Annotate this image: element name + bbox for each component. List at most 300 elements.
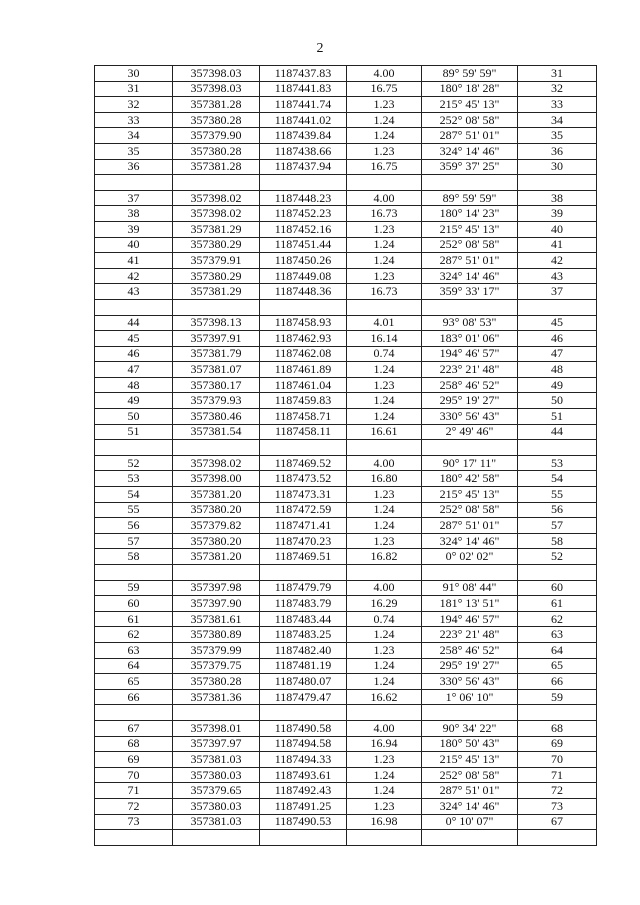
next-point-cell: 40 xyxy=(518,221,597,237)
x-coordinate-cell xyxy=(173,565,260,581)
distance-cell: 1.24 xyxy=(347,502,422,518)
point-number-cell: 72 xyxy=(95,798,173,814)
next-point-cell: 49 xyxy=(518,377,597,393)
table-row xyxy=(95,97,597,113)
table-row xyxy=(95,409,597,425)
next-point-cell: 68 xyxy=(518,720,597,736)
next-point-cell: 43 xyxy=(518,268,597,284)
bearing-cell: 183° 01' 06" xyxy=(422,331,518,347)
distance-cell: 1.24 xyxy=(347,409,422,425)
next-point-cell: 31 xyxy=(518,66,597,82)
table-row xyxy=(95,720,597,736)
distance-cell: 16.94 xyxy=(347,736,422,752)
point-number-cell: 42 xyxy=(95,268,173,284)
bearing-cell: 359° 33' 17" xyxy=(422,284,518,300)
distance-cell: 16.73 xyxy=(347,206,422,222)
distance-cell: 4.00 xyxy=(347,66,422,82)
x-coordinate-cell xyxy=(173,440,260,456)
distance-cell: 1.24 xyxy=(347,253,422,269)
bearing-cell: 180° 18' 28" xyxy=(422,81,518,97)
x-coordinate-cell xyxy=(173,175,260,191)
next-point-cell: 58 xyxy=(518,533,597,549)
next-point-cell: 50 xyxy=(518,393,597,409)
point-number-cell: 49 xyxy=(95,393,173,409)
distance-cell: 1.24 xyxy=(347,237,422,253)
distance-cell: 16.73 xyxy=(347,284,422,300)
distance-cell: 16.82 xyxy=(347,549,422,565)
table-row xyxy=(95,66,597,82)
next-point-cell: 71 xyxy=(518,767,597,783)
point-number-cell xyxy=(95,830,173,846)
bearing-cell: 215° 45' 13" xyxy=(422,752,518,768)
y-coordinate-cell: 1187494.58 xyxy=(260,736,347,752)
table-row xyxy=(95,580,597,596)
y-coordinate-cell xyxy=(260,705,347,721)
next-point-cell: 64 xyxy=(518,642,597,658)
bearing-cell: 258° 46' 52" xyxy=(422,642,518,658)
y-coordinate-cell xyxy=(260,175,347,191)
next-point-cell xyxy=(518,830,597,846)
table-row xyxy=(95,159,597,175)
distance-cell: 16.80 xyxy=(347,471,422,487)
spacer-row xyxy=(95,299,597,315)
x-coordinate-cell: 357380.03 xyxy=(173,767,260,783)
table-row xyxy=(95,487,597,503)
distance-cell xyxy=(347,705,422,721)
point-number-cell: 64 xyxy=(95,658,173,674)
point-number-cell xyxy=(95,440,173,456)
y-coordinate-cell: 1187441.02 xyxy=(260,112,347,128)
point-number-cell: 57 xyxy=(95,533,173,549)
x-coordinate-cell: 357379.75 xyxy=(173,658,260,674)
y-coordinate-cell: 1187470.23 xyxy=(260,533,347,549)
x-coordinate-cell: 357381.20 xyxy=(173,487,260,503)
y-coordinate-cell: 1187458.93 xyxy=(260,315,347,331)
x-coordinate-cell: 357398.03 xyxy=(173,66,260,82)
point-number-cell: 58 xyxy=(95,549,173,565)
distance-cell: 16.14 xyxy=(347,331,422,347)
x-coordinate-cell: 357381.36 xyxy=(173,689,260,705)
distance-cell: 1.23 xyxy=(347,221,422,237)
point-number-cell: 68 xyxy=(95,736,173,752)
table-row xyxy=(95,362,597,378)
table-row xyxy=(95,393,597,409)
next-point-cell: 37 xyxy=(518,284,597,300)
bearing-cell: 287° 51' 01" xyxy=(422,783,518,799)
distance-cell: 1.23 xyxy=(347,798,422,814)
x-coordinate-cell: 357380.28 xyxy=(173,143,260,159)
distance-cell: 1.24 xyxy=(347,362,422,378)
y-coordinate-cell: 1187461.04 xyxy=(260,377,347,393)
bearing-cell: 91° 08' 44" xyxy=(422,580,518,596)
distance-cell: 1.23 xyxy=(347,533,422,549)
x-coordinate-cell: 357380.89 xyxy=(173,627,260,643)
next-point-cell: 47 xyxy=(518,346,597,362)
point-number-cell: 61 xyxy=(95,611,173,627)
spacer-row xyxy=(95,175,597,191)
table-row xyxy=(95,642,597,658)
bearing-cell: 252° 08' 58" xyxy=(422,112,518,128)
table-row xyxy=(95,596,597,612)
x-coordinate-cell: 357379.65 xyxy=(173,783,260,799)
bearing-cell: 0° 10' 07" xyxy=(422,814,518,830)
next-point-cell: 63 xyxy=(518,627,597,643)
y-coordinate-cell: 1187458.11 xyxy=(260,424,347,440)
point-number-cell: 32 xyxy=(95,97,173,113)
x-coordinate-cell: 357381.29 xyxy=(173,221,260,237)
point-number-cell: 44 xyxy=(95,315,173,331)
x-coordinate-cell: 357398.02 xyxy=(173,455,260,471)
point-number-cell: 31 xyxy=(95,81,173,97)
table-row xyxy=(95,798,597,814)
point-number-cell: 43 xyxy=(95,284,173,300)
table-row xyxy=(95,424,597,440)
table-row xyxy=(95,471,597,487)
table-row xyxy=(95,331,597,347)
y-coordinate-cell: 1187492.43 xyxy=(260,783,347,799)
distance-cell: 16.75 xyxy=(347,81,422,97)
distance-cell: 1.24 xyxy=(347,674,422,690)
table-row xyxy=(95,128,597,144)
next-point-cell: 44 xyxy=(518,424,597,440)
x-coordinate-cell xyxy=(173,299,260,315)
point-number-cell: 48 xyxy=(95,377,173,393)
x-coordinate-cell: 357381.29 xyxy=(173,284,260,300)
distance-cell xyxy=(347,299,422,315)
bearing-cell: 287° 51' 01" xyxy=(422,253,518,269)
y-coordinate-cell: 1187462.08 xyxy=(260,346,347,362)
point-number-cell: 37 xyxy=(95,190,173,206)
table-row xyxy=(95,190,597,206)
spacer-row xyxy=(95,440,597,456)
y-coordinate-cell: 1187437.94 xyxy=(260,159,347,175)
table-row xyxy=(95,611,597,627)
y-coordinate-cell: 1187473.31 xyxy=(260,487,347,503)
distance-cell: 1.24 xyxy=(347,112,422,128)
y-coordinate-cell: 1187459.83 xyxy=(260,393,347,409)
y-coordinate-cell: 1187437.83 xyxy=(260,66,347,82)
x-coordinate-cell: 357398.02 xyxy=(173,190,260,206)
next-point-cell: 57 xyxy=(518,518,597,534)
table-row xyxy=(95,206,597,222)
y-coordinate-cell: 1187482.40 xyxy=(260,642,347,658)
coordinates-table-body xyxy=(95,66,597,846)
table-row xyxy=(95,81,597,97)
next-point-cell: 60 xyxy=(518,580,597,596)
distance-cell xyxy=(347,830,422,846)
distance-cell: 16.61 xyxy=(347,424,422,440)
y-coordinate-cell: 1187438.66 xyxy=(260,143,347,159)
x-coordinate-cell: 357379.90 xyxy=(173,128,260,144)
next-point-cell: 62 xyxy=(518,611,597,627)
point-number-cell: 71 xyxy=(95,783,173,799)
bearing-cell: 287° 51' 01" xyxy=(422,128,518,144)
next-point-cell xyxy=(518,565,597,581)
distance-cell: 0.74 xyxy=(347,611,422,627)
distance-cell xyxy=(347,565,422,581)
bearing-cell: 194° 46' 57" xyxy=(422,346,518,362)
y-coordinate-cell: 1187490.58 xyxy=(260,720,347,736)
y-coordinate-cell: 1187469.52 xyxy=(260,455,347,471)
x-coordinate-cell: 357380.29 xyxy=(173,268,260,284)
x-coordinate-cell: 357397.97 xyxy=(173,736,260,752)
next-point-cell: 46 xyxy=(518,331,597,347)
point-number-cell: 59 xyxy=(95,580,173,596)
next-point-cell: 52 xyxy=(518,549,597,565)
next-point-cell: 66 xyxy=(518,674,597,690)
bearing-cell: 252° 08' 58" xyxy=(422,767,518,783)
x-coordinate-cell: 357381.61 xyxy=(173,611,260,627)
table-row xyxy=(95,736,597,752)
x-coordinate-cell: 357380.29 xyxy=(173,237,260,253)
x-coordinate-cell: 357381.03 xyxy=(173,814,260,830)
next-point-cell: 56 xyxy=(518,502,597,518)
distance-cell: 1.23 xyxy=(347,642,422,658)
point-number-cell: 66 xyxy=(95,689,173,705)
x-coordinate-cell xyxy=(173,830,260,846)
table-row xyxy=(95,752,597,768)
next-point-cell: 69 xyxy=(518,736,597,752)
bearing-cell: 89° 59' 59" xyxy=(422,190,518,206)
next-point-cell: 70 xyxy=(518,752,597,768)
bearing-cell: 324° 14' 46" xyxy=(422,533,518,549)
table-row xyxy=(95,315,597,331)
point-number-cell xyxy=(95,565,173,581)
bearing-cell: 359° 37' 25" xyxy=(422,159,518,175)
x-coordinate-cell: 357380.17 xyxy=(173,377,260,393)
x-coordinate-cell: 357380.20 xyxy=(173,533,260,549)
distance-cell: 4.00 xyxy=(347,580,422,596)
point-number-cell: 70 xyxy=(95,767,173,783)
y-coordinate-cell: 1187452.23 xyxy=(260,206,347,222)
next-point-cell: 35 xyxy=(518,128,597,144)
table-row xyxy=(95,377,597,393)
next-point-cell: 48 xyxy=(518,362,597,378)
bearing-cell xyxy=(422,175,518,191)
next-point-cell: 55 xyxy=(518,487,597,503)
next-point-cell xyxy=(518,175,597,191)
y-coordinate-cell: 1187451.44 xyxy=(260,237,347,253)
bearing-cell: 93° 08' 53" xyxy=(422,315,518,331)
next-point-cell: 72 xyxy=(518,783,597,799)
x-coordinate-cell: 357380.28 xyxy=(173,112,260,128)
coordinates-table xyxy=(94,65,597,846)
point-number-cell xyxy=(95,175,173,191)
next-point-cell xyxy=(518,440,597,456)
table-row xyxy=(95,112,597,128)
y-coordinate-cell: 1187479.47 xyxy=(260,689,347,705)
spacer-row xyxy=(95,565,597,581)
point-number-cell: 50 xyxy=(95,409,173,425)
y-coordinate-cell: 1187472.59 xyxy=(260,502,347,518)
y-coordinate-cell: 1187452.16 xyxy=(260,221,347,237)
x-coordinate-cell: 357397.90 xyxy=(173,596,260,612)
next-point-cell xyxy=(518,705,597,721)
next-point-cell: 30 xyxy=(518,159,597,175)
distance-cell: 1.23 xyxy=(347,143,422,159)
y-coordinate-cell: 1187439.84 xyxy=(260,128,347,144)
bearing-cell: 223° 21' 48" xyxy=(422,362,518,378)
next-point-cell: 51 xyxy=(518,409,597,425)
point-number-cell: 67 xyxy=(95,720,173,736)
point-number-cell: 39 xyxy=(95,221,173,237)
y-coordinate-cell: 1187461.89 xyxy=(260,362,347,378)
table-row xyxy=(95,814,597,830)
table-row xyxy=(95,533,597,549)
next-point-cell: 42 xyxy=(518,253,597,269)
y-coordinate-cell: 1187471.41 xyxy=(260,518,347,534)
bearing-cell: 324° 14' 46" xyxy=(422,268,518,284)
y-coordinate-cell: 1187448.36 xyxy=(260,284,347,300)
spacer-row xyxy=(95,705,597,721)
y-coordinate-cell: 1187462.93 xyxy=(260,331,347,347)
y-coordinate-cell: 1187449.08 xyxy=(260,268,347,284)
bearing-cell: 330° 56' 43" xyxy=(422,409,518,425)
x-coordinate-cell: 357379.91 xyxy=(173,253,260,269)
point-number-cell: 47 xyxy=(95,362,173,378)
table-row xyxy=(95,627,597,643)
point-number-cell: 34 xyxy=(95,128,173,144)
x-coordinate-cell: 357381.28 xyxy=(173,159,260,175)
spacer-row xyxy=(95,830,597,846)
point-number-cell: 55 xyxy=(95,502,173,518)
x-coordinate-cell: 357398.00 xyxy=(173,471,260,487)
table-row xyxy=(95,658,597,674)
table-row xyxy=(95,549,597,565)
bearing-cell: 2° 49' 46" xyxy=(422,424,518,440)
point-number-cell: 40 xyxy=(95,237,173,253)
table-row xyxy=(95,767,597,783)
next-point-cell: 45 xyxy=(518,315,597,331)
table-row xyxy=(95,518,597,534)
y-coordinate-cell: 1187469.51 xyxy=(260,549,347,565)
x-coordinate-cell: 357381.28 xyxy=(173,97,260,113)
x-coordinate-cell: 357380.28 xyxy=(173,674,260,690)
next-point-cell: 41 xyxy=(518,237,597,253)
y-coordinate-cell xyxy=(260,830,347,846)
distance-cell: 1.23 xyxy=(347,752,422,768)
y-coordinate-cell: 1187441.74 xyxy=(260,97,347,113)
distance-cell: 4.01 xyxy=(347,315,422,331)
point-number-cell xyxy=(95,705,173,721)
next-point-cell: 65 xyxy=(518,658,597,674)
point-number-cell: 52 xyxy=(95,455,173,471)
x-coordinate-cell: 357397.98 xyxy=(173,580,260,596)
bearing-cell: 90° 17' 11" xyxy=(422,455,518,471)
y-coordinate-cell xyxy=(260,440,347,456)
point-number-cell: 41 xyxy=(95,253,173,269)
y-coordinate-cell: 1187450.26 xyxy=(260,253,347,269)
next-point-cell: 61 xyxy=(518,596,597,612)
bearing-cell: 180° 42' 58" xyxy=(422,471,518,487)
x-coordinate-cell: 357398.02 xyxy=(173,206,260,222)
next-point-cell: 33 xyxy=(518,97,597,113)
y-coordinate-cell xyxy=(260,565,347,581)
point-number-cell: 62 xyxy=(95,627,173,643)
y-coordinate-cell: 1187483.25 xyxy=(260,627,347,643)
y-coordinate-cell: 1187481.19 xyxy=(260,658,347,674)
y-coordinate-cell: 1187491.25 xyxy=(260,798,347,814)
table-row xyxy=(95,346,597,362)
distance-cell: 1.23 xyxy=(347,487,422,503)
y-coordinate-cell: 1187494.33 xyxy=(260,752,347,768)
bearing-cell xyxy=(422,705,518,721)
table-row xyxy=(95,455,597,471)
bearing-cell: 252° 08' 58" xyxy=(422,237,518,253)
bearing-cell: 215° 45' 13" xyxy=(422,487,518,503)
bearing-cell xyxy=(422,830,518,846)
distance-cell: 1.24 xyxy=(347,627,422,643)
next-point-cell: 59 xyxy=(518,689,597,705)
x-coordinate-cell: 357380.46 xyxy=(173,409,260,425)
y-coordinate-cell: 1187458.71 xyxy=(260,409,347,425)
table-row xyxy=(95,689,597,705)
distance-cell: 1.24 xyxy=(347,128,422,144)
bearing-cell: 89° 59' 59" xyxy=(422,66,518,82)
x-coordinate-cell xyxy=(173,705,260,721)
distance-cell: 1.23 xyxy=(347,268,422,284)
next-point-cell xyxy=(518,299,597,315)
point-number-cell: 73 xyxy=(95,814,173,830)
bearing-cell: 252° 08' 58" xyxy=(422,502,518,518)
distance-cell: 4.00 xyxy=(347,190,422,206)
point-number-cell: 69 xyxy=(95,752,173,768)
x-coordinate-cell: 357397.91 xyxy=(173,331,260,347)
distance-cell: 1.23 xyxy=(347,377,422,393)
next-point-cell: 54 xyxy=(518,471,597,487)
distance-cell: 1.24 xyxy=(347,393,422,409)
point-number-cell: 60 xyxy=(95,596,173,612)
y-coordinate-cell: 1187483.79 xyxy=(260,596,347,612)
point-number-cell: 45 xyxy=(95,331,173,347)
bearing-cell: 215° 45' 13" xyxy=(422,221,518,237)
distance-cell xyxy=(347,175,422,191)
distance-cell: 1.24 xyxy=(347,658,422,674)
x-coordinate-cell: 357380.03 xyxy=(173,798,260,814)
point-number-cell xyxy=(95,299,173,315)
y-coordinate-cell: 1187483.44 xyxy=(260,611,347,627)
point-number-cell: 38 xyxy=(95,206,173,222)
bearing-cell: 295° 19' 27" xyxy=(422,393,518,409)
point-number-cell: 53 xyxy=(95,471,173,487)
table-row xyxy=(95,783,597,799)
distance-cell: 16.62 xyxy=(347,689,422,705)
point-number-cell: 30 xyxy=(95,66,173,82)
bearing-cell xyxy=(422,299,518,315)
table-row xyxy=(95,253,597,269)
distance-cell: 16.98 xyxy=(347,814,422,830)
table-row xyxy=(95,284,597,300)
next-point-cell: 32 xyxy=(518,81,597,97)
y-coordinate-cell: 1187473.52 xyxy=(260,471,347,487)
next-point-cell: 67 xyxy=(518,814,597,830)
bearing-cell: 295° 19' 27" xyxy=(422,658,518,674)
bearing-cell: 90° 34' 22" xyxy=(422,720,518,736)
bearing-cell: 324° 14' 46" xyxy=(422,798,518,814)
bearing-cell: 180° 14' 23" xyxy=(422,206,518,222)
point-number-cell: 33 xyxy=(95,112,173,128)
x-coordinate-cell: 357381.20 xyxy=(173,549,260,565)
distance-cell xyxy=(347,440,422,456)
y-coordinate-cell: 1187493.61 xyxy=(260,767,347,783)
point-number-cell: 35 xyxy=(95,143,173,159)
bearing-cell: 180° 50' 43" xyxy=(422,736,518,752)
next-point-cell: 36 xyxy=(518,143,597,159)
y-coordinate-cell: 1187448.23 xyxy=(260,190,347,206)
point-number-cell: 51 xyxy=(95,424,173,440)
x-coordinate-cell: 357381.79 xyxy=(173,346,260,362)
y-coordinate-cell: 1187490.53 xyxy=(260,814,347,830)
